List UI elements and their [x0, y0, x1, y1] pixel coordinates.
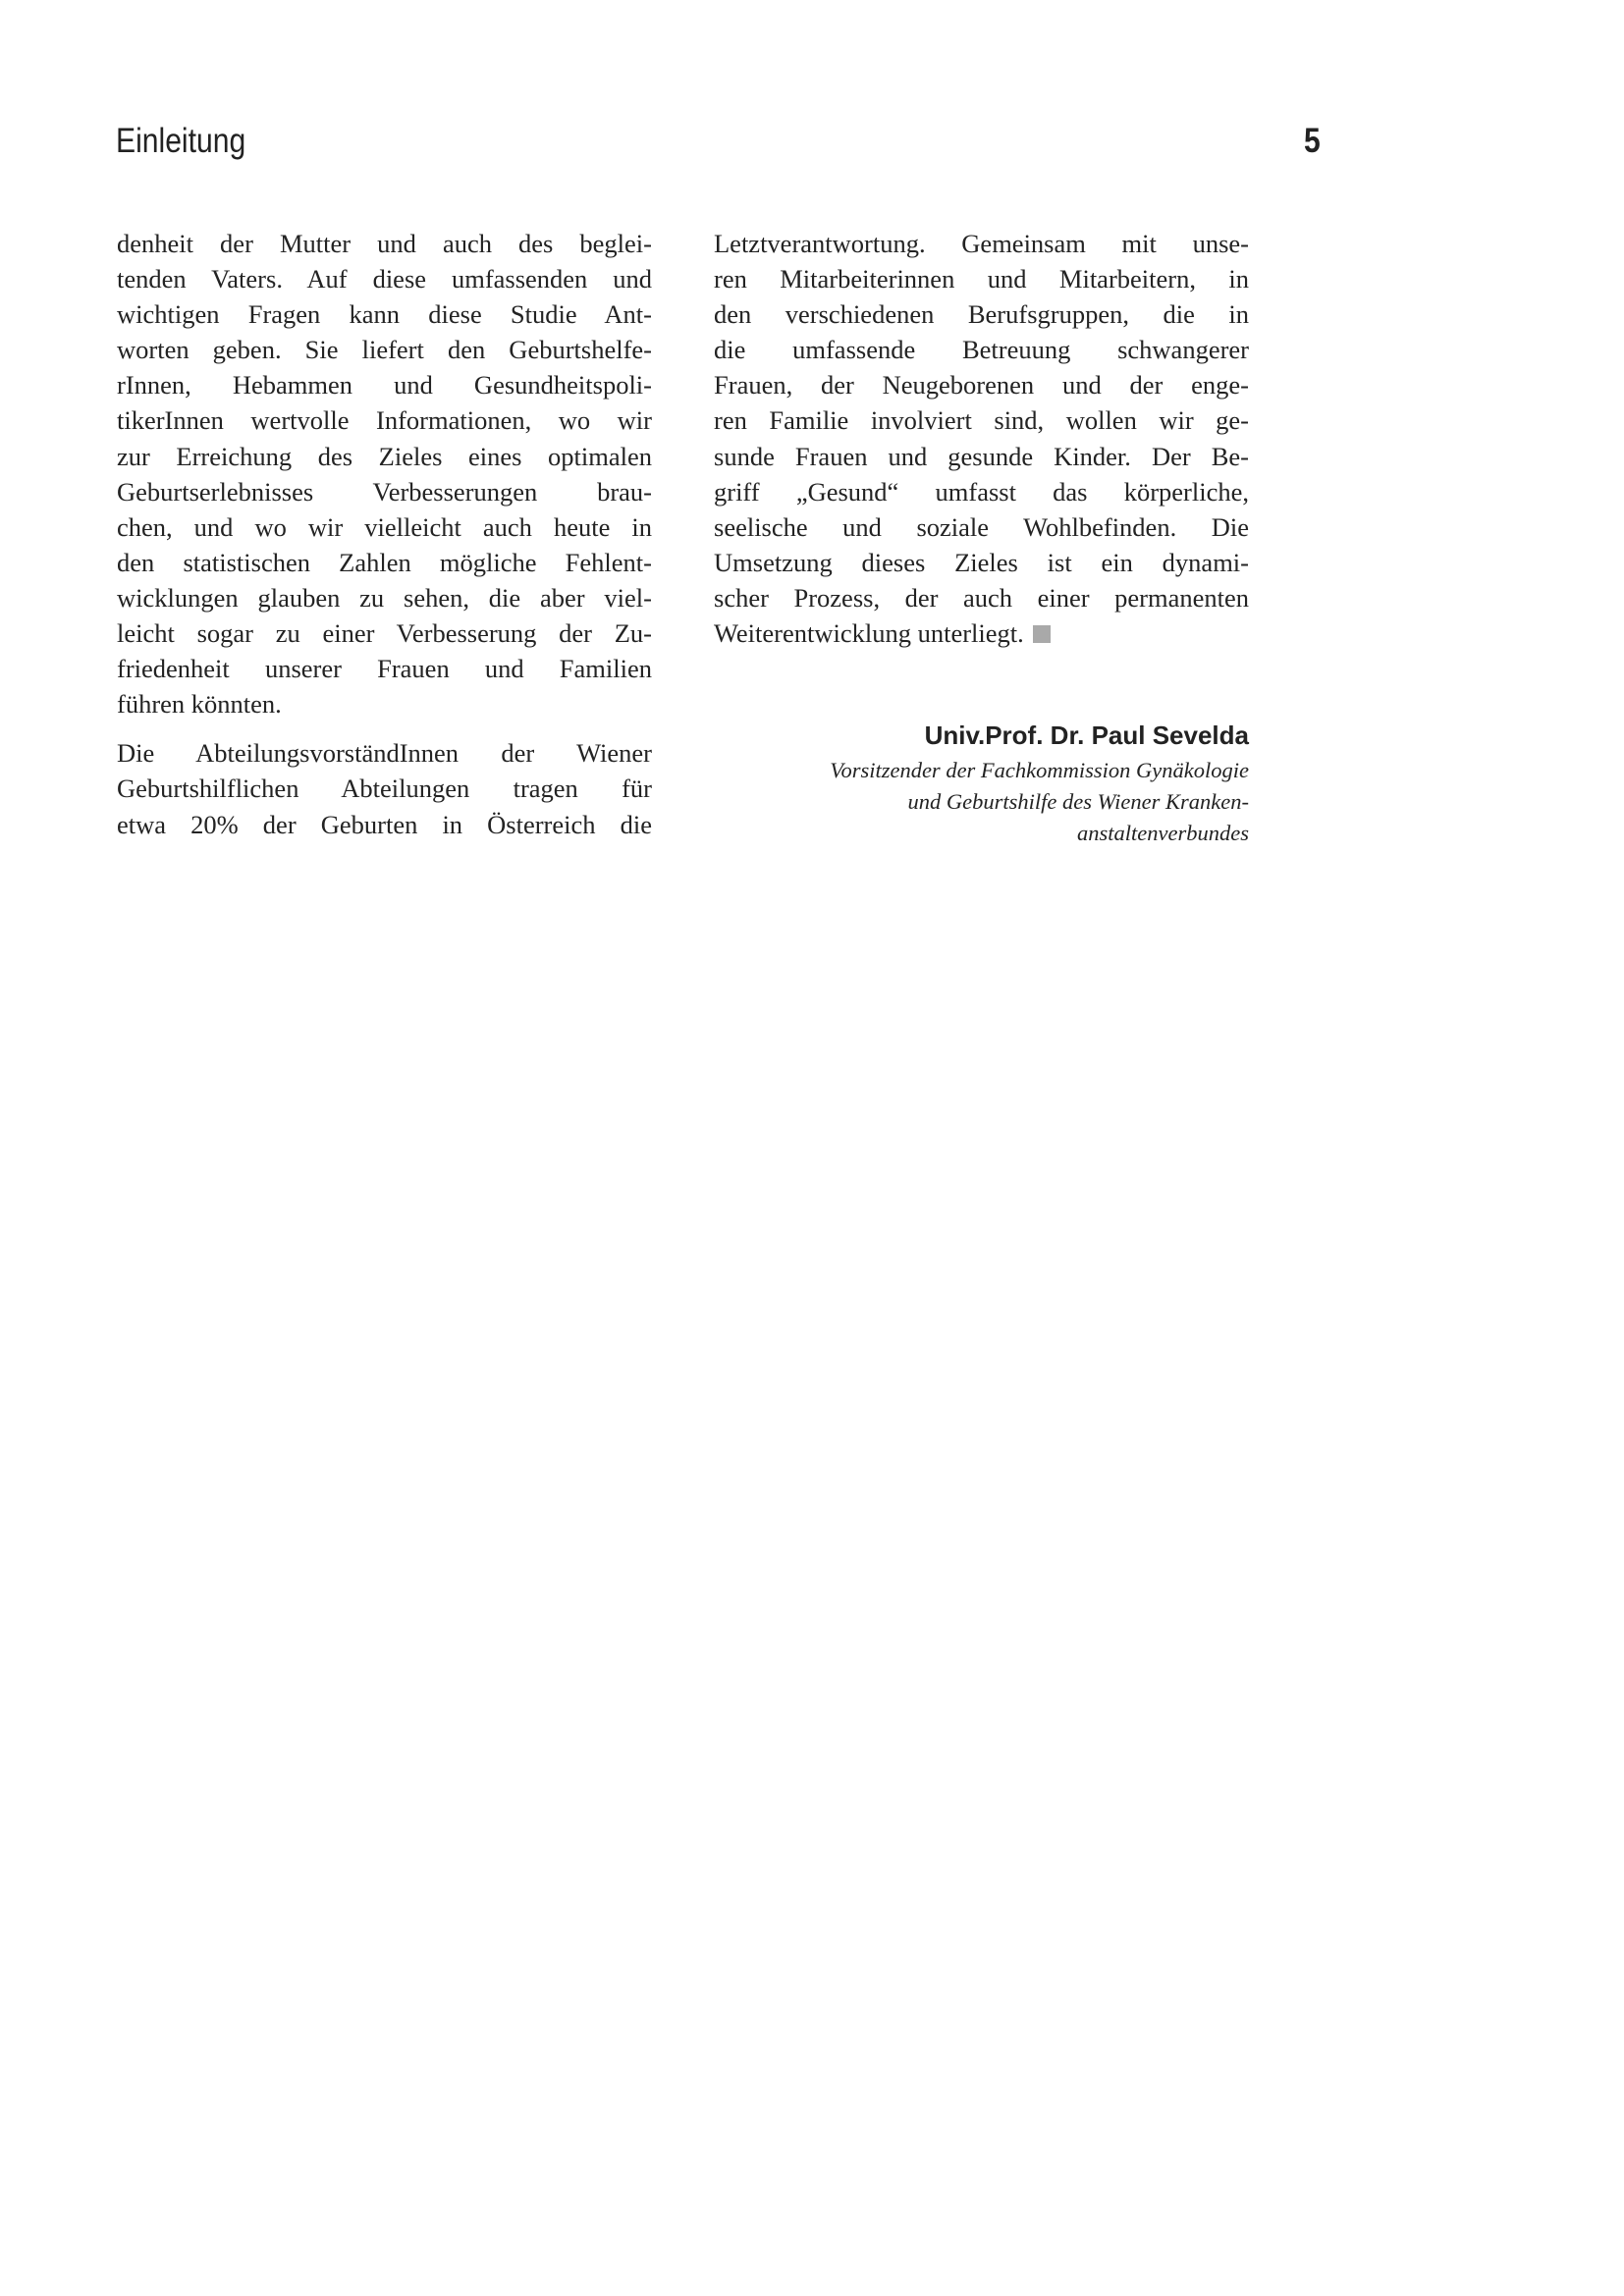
signature-block	[714, 716, 1249, 849]
text-line: führen könnten.	[117, 689, 282, 720]
text-line: Geburtshilflichen Abteilungen tragen für	[117, 774, 652, 804]
text-line: seelische und soziale Wohlbefinden. Die	[714, 511, 1249, 542]
text-line: Frauen, der Neugeborenen und der enge-	[714, 370, 1249, 400]
text-line: die umfassende Betreuung schwangerer	[714, 335, 1249, 365]
text-line: friedenheit unserer Frauen und Familien	[117, 654, 652, 684]
text-line: den verschiedenen Berufsgruppen, die in	[714, 299, 1249, 330]
text-line: tikerInnen wertvolle Informationen, wo wir	[117, 405, 652, 436]
text-line-content: Weiterentwicklung unterliegt.	[714, 618, 1024, 649]
text-line: ren Familie involviert sind, wollen wir ge-	[714, 405, 1249, 436]
author-name: Univ.Prof. Dr. Paul Sevelda	[924, 721, 1249, 750]
text-line: Letztverantwortung. Gemeinsam mit unse-	[714, 229, 1249, 258]
right-column	[714, 226, 1249, 651]
paragraph-right-1	[714, 226, 1249, 651]
end-of-article-square-icon	[1033, 625, 1051, 643]
text-line: Geburtserlebnisses Verbesserungen brau-	[117, 476, 652, 507]
text-line: tenden Vaters. Auf diese umfassenden und	[117, 264, 652, 294]
text-line: leicht sogar zu einer Verbesserung der Zu-	[117, 618, 652, 649]
text-line: worten geben. Sie liefert den Geburtshelfe-	[117, 335, 652, 365]
text-line: etwa 20% der Geburten in Österreich die	[117, 809, 652, 839]
text-line: wichtigen Fragen kann diese Studie Ant-	[117, 299, 652, 330]
text-line: den statistischen Zahlen mögliche Fehlent-	[117, 547, 652, 577]
text-line: chen, und wo wir vielleicht auch heute in	[117, 511, 652, 542]
text-line: Umsetzung dieses Zieles ist ein dynami-	[714, 547, 1249, 577]
paragraph-left-1	[117, 226, 652, 721]
text-line: griff „Gesund“ umfasst das körperliche,	[714, 476, 1249, 507]
text-line: sunde Frauen und gesunde Kinder. Der Be-	[714, 441, 1249, 471]
text-line: Die AbteilungsvorständInnen der Wiener	[117, 738, 652, 769]
page-number: 5	[1304, 122, 1321, 160]
author-role-line: und Geburtshilfe des Wiener Kranken-	[907, 789, 1249, 814]
text-line: wicklungen glauben zu sehen, die aber viel-	[117, 582, 652, 613]
author-role-line: anstaltenverbundes	[1077, 821, 1249, 845]
section-title: Einleitung	[116, 122, 246, 160]
paragraph-left-2	[117, 735, 652, 841]
paragraph-gap	[117, 721, 652, 735]
text-line-final	[714, 615, 1249, 651]
text-line: ren Mitarbeiterinnen und Mitarbeitern, in	[714, 264, 1249, 294]
text-line: zur Erreichung des Zieles eines optimalen	[117, 441, 652, 471]
text-line: rInnen, Hebammen und Gesundheitspoli-	[117, 370, 652, 400]
left-column	[117, 226, 652, 842]
author-role-line: Vorsitzender der Fachkommission Gynäkologie	[830, 758, 1249, 782]
text-line: scher Prozess, der auch einer permanenten	[714, 582, 1249, 613]
text-line: denheit der Mutter und auch des beglei-	[117, 229, 652, 258]
